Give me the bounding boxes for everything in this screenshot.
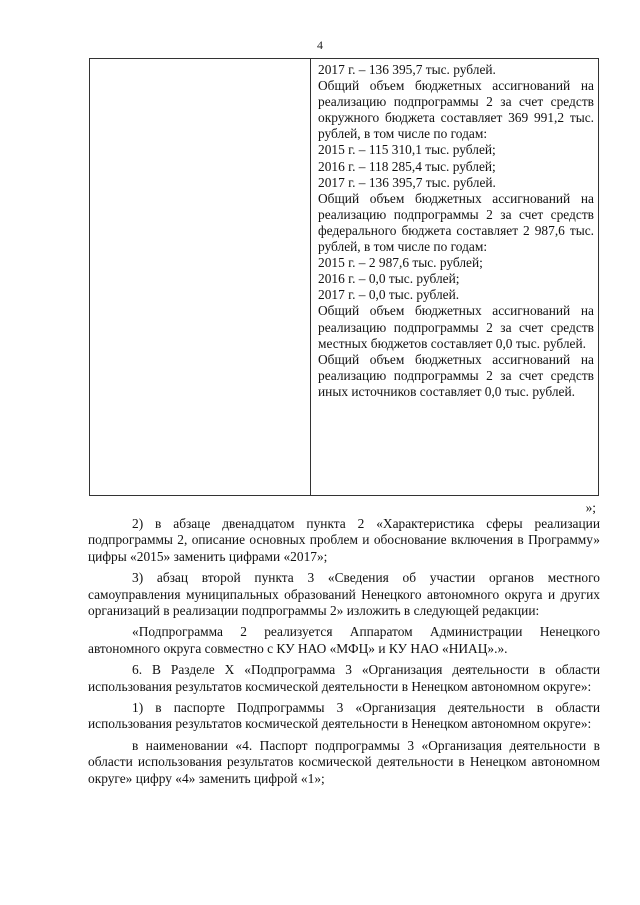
budget-year-line: 2017 г. – 136 395,7 тыс. рублей. — [318, 62, 496, 77]
body-paragraph: 2) в абзаце двенадцатом пункта 2 «Характеристика сферы реализации подпрограммы 2, описание основных проблем и обоснование включения в Программу» цифры «2015» заменить цифрами «2017»; — [88, 516, 600, 564]
budget-table — [89, 58, 599, 496]
body-paragraph: 6. В Разделе X «Подпрограмма 3 «Организация деятельности в области использования результатов космической деятельности в Ненецком автономном округе»: — [88, 662, 600, 694]
table-left-cell — [90, 59, 311, 495]
budget-year-line: 2017 г. – 136 395,7 тыс. рублей. — [318, 174, 496, 190]
body-paragraph: 1) в паспорте Подпрограммы 3 «Организация деятельности в области использования результатов космической деятельности в Ненецком автономном округе»: — [88, 700, 600, 732]
body-paragraph: «Подпрограмма 2 реализуется Аппаратом Администрации Ненецкого автономного округа совместно с КУ НАО «МФЦ» и КУ НАО «НИАЦ».». — [88, 624, 600, 656]
budget-year-line: 2016 г. – 118 285,4 тыс. рублей; — [318, 158, 496, 174]
budget-paragraph: Общий объем бюджетных ассигнований на реализацию подпрограммы 2 за счет средств местных бюджетов составляет 0,0 тыс. рублей. — [318, 303, 594, 351]
budget-year-line: 2017 г. – 0,0 тыс. рублей. — [318, 287, 460, 303]
budget-year-line: 2015 г. – 115 310,1 тыс. рублей; — [318, 142, 496, 158]
closing-quote: »; — [585, 500, 596, 515]
budget-paragraph: Общий объем бюджетных ассигнований на реализацию подпрограммы 2 за счет средств иных источников составляет 0,0 тыс. рублей. — [318, 351, 594, 399]
table-right-cell — [318, 62, 594, 400]
budget-year-line: 2015 г. – 2 987,6 тыс. рублей; — [318, 255, 483, 271]
budget-year-line: 2016 г. – 0,0 тыс. рублей; — [318, 271, 460, 287]
body-text — [88, 516, 600, 792]
budget-paragraph: Общий объем бюджетных ассигнований на реализацию подпрограммы 2 за счет средств федерального бюджета составляет 2 987,6 тыс. рублей, в том числе по годам: — [318, 190, 594, 255]
body-paragraph: 3) абзац второй пункта 3 «Сведения об участии органов местного самоуправления муниципальных образований Ненецкого автономного округа и других организаций в реализации подпрограммы 2» изложить в следующей редакции: — [88, 570, 600, 619]
budget-paragraph: Общий объем бюджетных ассигнований на реализацию подпрограммы 2 за счет средств окружного бюджета составляет 369 991,2 тыс. рублей, в том числе по годам: — [318, 78, 594, 142]
body-paragraph: в наименовании «4. Паспорт подпрограммы 3 «Организация деятельности в области использования результатов космической деятельности в Ненецком автономном округе» цифру «4» заменить цифрой «1»; — [88, 737, 600, 786]
page-number: 4 — [317, 38, 323, 52]
